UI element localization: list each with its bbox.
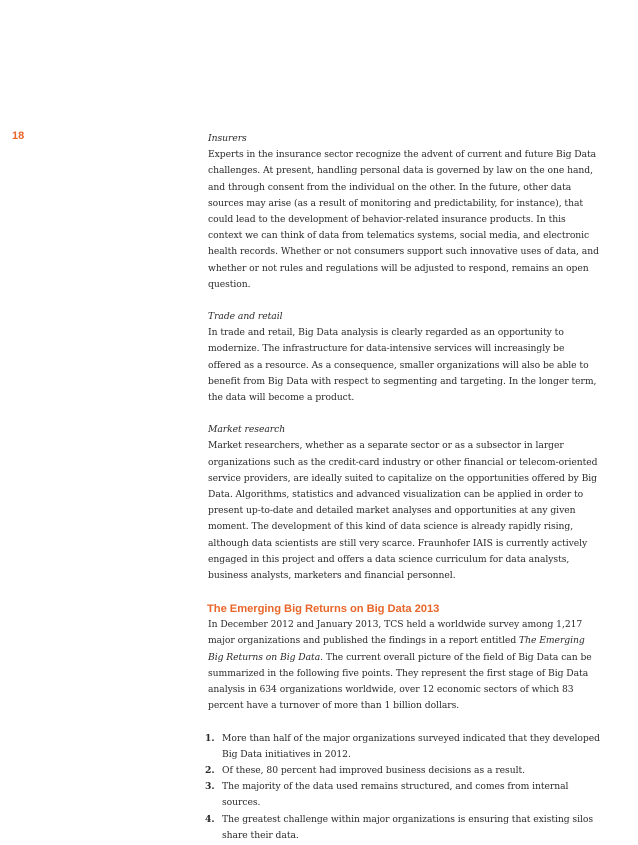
- list-item: [205, 812, 600, 844]
- section-text: Market researchers, whether as a separate sector or as a subsector in larger organizations such as the credit-card industry or other financial or telecom-oriented service providers, are ideally suited to capitalize on the opportunities offered by Big Data. Algorithms, statistics and advanced visualization can be applied in order to present up-to-date and detailed market analyses and opportunities at any given moment. The development of this kind of data science is already rapidly rising, although data scientists are still very scarce. Fraunhofer IAIS is currently actively engaged in this project and offers a data science curriculum for data analysts, business analysts, marketers and financial personnel.: [208, 440, 598, 582]
- page-number: 18: [12, 130, 25, 142]
- section-title: Market research: [208, 424, 286, 436]
- page-content: [205, 131, 600, 844]
- list-item-number: 2.: [205, 764, 215, 776]
- section-title: Insurers: [208, 133, 247, 144]
- list-item: [205, 731, 600, 763]
- section-market-research: [208, 422, 600, 584]
- section-insurers: [208, 131, 600, 293]
- section-trade-retail: [208, 309, 600, 406]
- list-item-text: The majority of the data used remains structured, and comes from internal sources.: [222, 781, 569, 809]
- list-item: [205, 763, 600, 779]
- report-heading: The Emerging Big Returns on Big Data 2013: [207, 603, 440, 616]
- list-item-number: 4.: [205, 813, 215, 825]
- report-text-after: . The current overall picture of the field of Big Data can be summarized in the following five points. They represent the first stage of Big Data analysis in 634 organizations worldwide, over 12 economic sectors of which 83 percent have a turnover of more than 1 billion dollars.: [208, 651, 592, 712]
- section-title: Trade and retail: [208, 311, 283, 323]
- list-item-number: 1.: [205, 732, 215, 744]
- report-title: The Emerging Big Returns on Big Data: [208, 635, 585, 663]
- report-paragraph: [208, 617, 600, 714]
- section-text: Experts in the insurance sector recognize the advent of current and future Big Data challenges. At present, handling personal data is governed by law on the one hand, and through consent from the individual on the other. In the future, other data sources may arise (as a result of monitoring and predictability, for instance), that could lead to the development of behavior-related insurance products. In this context we can think of data from telematics systems, social media, and electronic health records. Whether or not consumers support such innovative uses of data, and whether or not rules and regulations will be adjusted to respond, remains an open question.: [208, 149, 599, 290]
- report-text-before: In December 2012 and January 2013, TCS held a worldwide survey among 1,217 major organizations and published the findings in a report entitled: [208, 619, 583, 647]
- list-item-number: 3.: [205, 781, 215, 793]
- list-item-text: Of these, 80 percent had improved business decisions as a result.: [222, 764, 525, 776]
- list-item: [205, 779, 600, 811]
- list-item-text: The greatest challenge within major organizations is ensuring that existing silos share their data.: [222, 813, 594, 841]
- section-text: In trade and retail, Big Data analysis is clearly regarded as an opportunity to modernize. The infrastructure for data-intensive services will increasingly be offered as a resource. As a consequence, smaller organizations will also be able to benefit from Big Data with respect to segmenting and targeting. In the longer term, the data will become a product.: [208, 327, 597, 404]
- list-item-text: More than half of the major organizations surveyed indicated that they developed Big Data initiatives in 2012.: [222, 732, 600, 760]
- findings-list: [205, 731, 600, 844]
